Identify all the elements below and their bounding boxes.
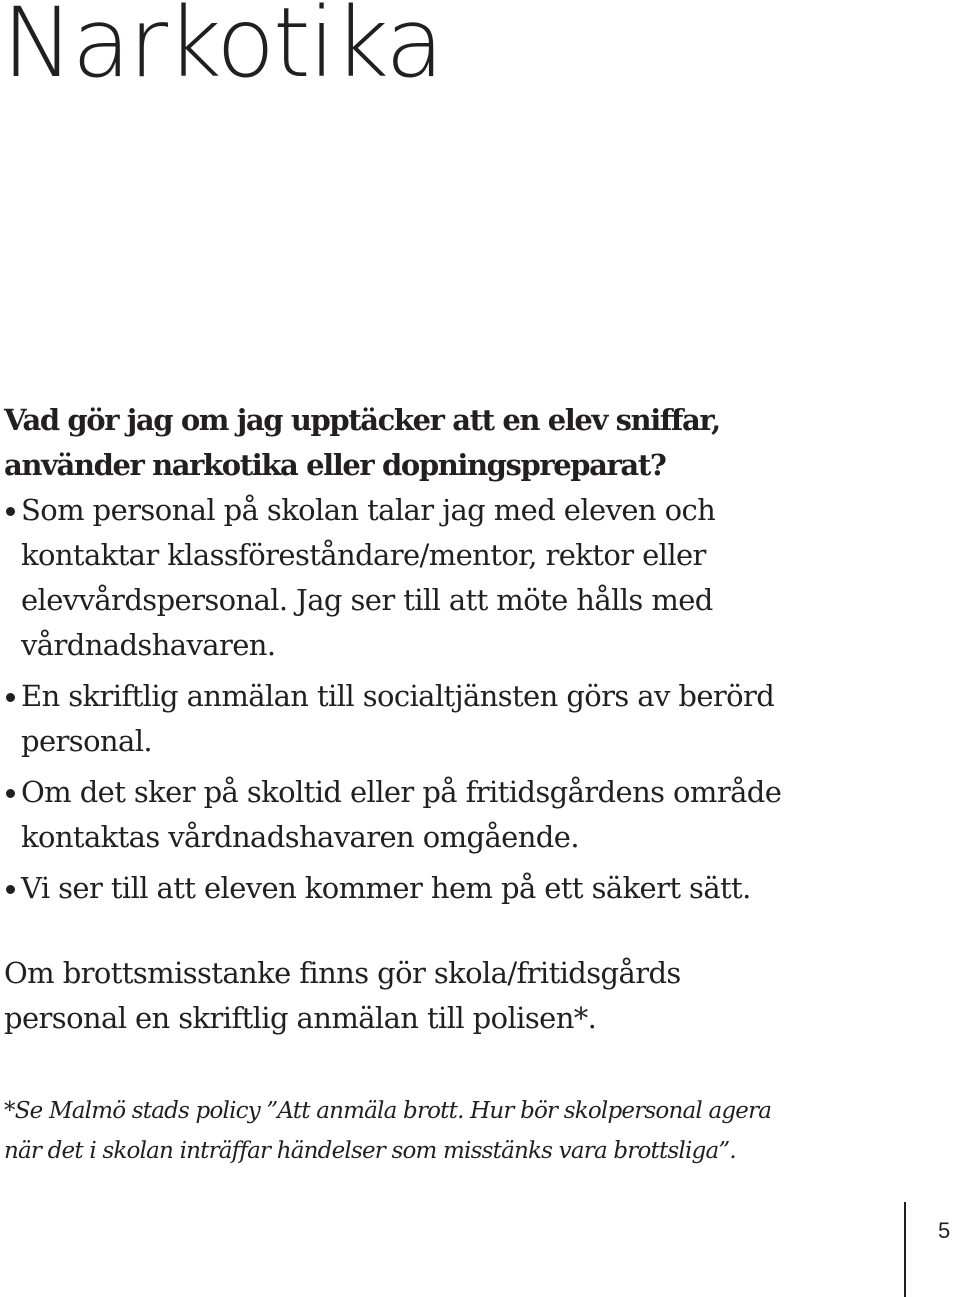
action-list: [4, 488, 804, 911]
list-item: [4, 770, 804, 860]
footnote: *Se Malmö stads policy ”Att anmäla brott. Hur bör skolpersonal agera när det i skolan inträffar händelser som misstänks vara brottsliga”.: [4, 1098, 772, 1164]
page-title: Narkotika: [2, 0, 443, 99]
list-item: [4, 488, 804, 668]
page-number: 5: [938, 1218, 951, 1243]
list-item-text: Vi ser till att eleven kommer hem på ett säkert sätt.: [21, 871, 751, 905]
main-content: [4, 398, 804, 1171]
question-heading: Vad gör jag om jag upptäcker att en elev sniffar, använder narkotika eller dopningspreparat?: [4, 403, 720, 482]
conclusion-paragraph: Om brottsmisstanke finns gör skola/fritidsgårds personal en skriftlig anmälan till polisen*.: [4, 956, 681, 1035]
bullet-icon: [6, 693, 15, 702]
list-item-text: Om det sker på skoltid eller på fritidsgårdens område kontaktas vårdnadshavaren omgående.: [21, 775, 782, 854]
bullet-icon: [6, 885, 15, 894]
list-item-text: En skriftlig anmälan till socialtjänsten görs av berörd personal.: [21, 679, 775, 758]
list-item: [4, 866, 804, 911]
bullet-icon: [6, 507, 15, 516]
page-divider: [904, 1202, 906, 1297]
bullet-icon: [6, 789, 15, 798]
list-item: [4, 674, 804, 764]
list-item-text: Som personal på skolan talar jag med eleven och kontaktar klassföreståndare/mentor, rektor eller elevvårdspersonal. Jag ser till att möte hålls med vårdnadshavaren.: [21, 493, 716, 662]
